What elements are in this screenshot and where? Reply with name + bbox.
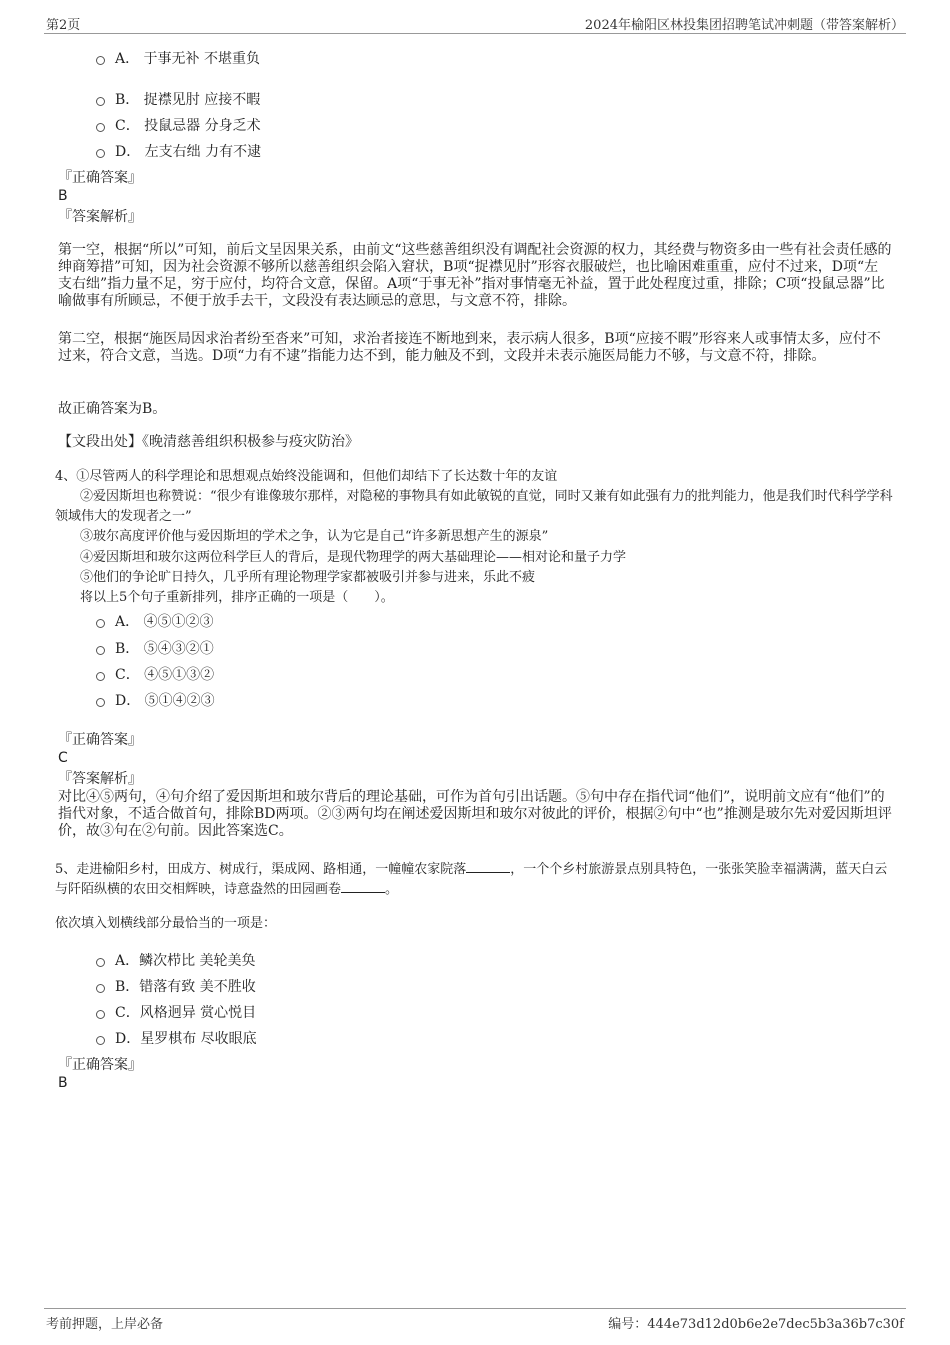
radio-icon[interactable]: [96, 123, 105, 132]
radio-icon[interactable]: [96, 619, 105, 628]
q4-answer: C: [58, 750, 68, 766]
radio-icon[interactable]: [96, 1010, 105, 1019]
q5-answer-label: 『正确答案』: [58, 1057, 142, 1073]
q4-analysis: 对比④⑤两句，④句介绍了爱因斯坦和玻尔背后的理论基础，可作为首句引出话题。⑤句中存在指代词“他们”，说明前文应有“他们”的指代对象，不适合做首句，排除BD两项。②③两句均在阐述爱因斯坦和玻尔对彼此的评价，根据②句中“也”推测是玻尔先对爱因斯坦评价，故③句在②句前。因此答案选C。: [58, 789, 892, 839]
footer-rule: [44, 1308, 906, 1309]
q4-option-a[interactable]: A． ④⑤①②③: [96, 611, 214, 631]
q3-conclusion: 故正确答案为B。: [58, 401, 167, 417]
q5-option-a[interactable]: A．鳞次栉比 美轮美奂: [96, 950, 256, 970]
radio-icon[interactable]: [96, 149, 105, 158]
q5-option-c[interactable]: C．风格迥异 赏心悦目: [96, 1002, 256, 1022]
q3-answer-label: 『正确答案』: [58, 170, 142, 186]
footer-slogan: 考前押题，上岸必备: [46, 1317, 164, 1332]
q3-answer: B: [58, 188, 68, 204]
radio-icon[interactable]: [96, 56, 105, 65]
q4-sentence-3: ③玻尔高度评价他与爱因斯坦的学术之争，认为它是自己“许多新思想产生的源泉”: [80, 529, 549, 544]
radio-icon[interactable]: [96, 958, 105, 967]
q5-stem: 5、走进榆阳乡村，田成方、树成行，渠成网、路相通，一幢幢农家院落 ，一个个乡村旅游景点别具特色，一张张笑脸幸福满满，蓝天白云与阡陌纵横的农田交相辉映，诗意盎然的田园画卷 。: [55, 862, 888, 897]
q3-option-b[interactable]: B． 捉襟见肘 应接不暇: [96, 89, 260, 109]
page-number: 第2页: [46, 18, 81, 33]
q5-prompt: 依次填入划横线部分最恰当的一项是：: [55, 916, 277, 931]
q4-option-c[interactable]: C． ④⑤①③②: [96, 664, 214, 684]
fill-blank-1[interactable]: [466, 861, 510, 873]
q3-option-a[interactable]: A． 于事无补 不堪重负: [96, 48, 260, 68]
q5-answer: B: [58, 1075, 68, 1091]
radio-icon[interactable]: [96, 672, 105, 681]
q4-sentence-2: ②爱因斯坦也称赞说：“很少有谁像玻尔那样，对隐秘的事物具有如此敏锐的直觉，同时又兼有如此强有力的批判能力，他是我们时代科学学科领域伟大的发现者之一”: [55, 489, 893, 524]
q3-option-c[interactable]: C． 投鼠忌器 分身乏术: [96, 115, 261, 135]
radio-icon[interactable]: [96, 698, 105, 707]
fill-blank-2[interactable]: [341, 881, 385, 893]
q4-sentence-1: 4、①尽管两人的科学理论和思想观点始终没能调和，但他们却结下了长达数十年的友谊: [55, 469, 558, 484]
q4-analysis-label: 『答案解析』: [58, 771, 142, 787]
q3-option-d[interactable]: D． 左支右绌 力有不逮: [96, 141, 261, 161]
q4-option-d[interactable]: D． ⑤①④②③: [96, 690, 215, 710]
q4-prompt: 将以上5个句子重新排列，排序正确的一项是（ ）。: [80, 590, 394, 605]
radio-icon[interactable]: [96, 97, 105, 106]
q4-option-b[interactable]: B． ⑤④③②①: [96, 638, 214, 658]
q3-source: 【文段出处】《晚清慈善组织积极参与疫灾防治》: [58, 434, 359, 450]
q5-option-b[interactable]: B．错落有致 美不胜收: [96, 976, 256, 996]
radio-icon[interactable]: [96, 1036, 105, 1045]
q3-analysis-paragraph-1: 第一空，根据“所以”可知，前后文呈因果关系，由前文“这些慈善组织没有调配社会资源的权力，其经费与物资多由一些有社会责任感的绅商筹措”可知，因为社会资源不够所以慈善组织会陷入窘状，B项“捉襟见肘”形容衣服破烂，也比喻困难重重，应付不过来，D项“左支右绌”指力量不足，穷于应付，均符合文意，保留。A项“于事无补”指对事情毫无补益，置于此处程度过重，排除；C项“投鼠忌器”比喻做事有所顾忌，不便于放手去干，文段没有表达顾忌的意思，与文意不符，排除。: [58, 242, 892, 309]
radio-icon[interactable]: [96, 984, 105, 993]
q3-analysis-paragraph-2: 第二空，根据“施医局因求治者纷至沓来”可知，求治者接连不断地到来，表示病人很多，B项“应接不暇”形容来人或事情太多，应付不过来，符合文意，当选。D项“力有不逮”指能力达不到，能力触及不到，文段并未表示施医局能力不够，与文意不符，排除。: [58, 331, 881, 364]
q4-sentence-5: ⑤他们的争论旷日持久，几乎所有理论物理学家都被吸引并参与进来，乐此不疲: [80, 570, 536, 585]
radio-icon[interactable]: [96, 646, 105, 655]
document-title: 2024年榆阳区林投集团招聘笔试冲刺题（带答案解析）: [584, 18, 904, 33]
q4-answer-label: 『正确答案』: [58, 732, 142, 748]
footer-serial: 编号：444e73d12d0b6e2e7dec5b3a36b7c30f: [608, 1317, 904, 1332]
q3-analysis-label: 『答案解析』: [58, 209, 142, 225]
q5-option-d[interactable]: D．星罗棋布 尽收眼底: [96, 1028, 257, 1048]
header-rule: [44, 33, 906, 34]
q4-sentence-4: ④爱因斯坦和玻尔这两位科学巨人的背后，是现代物理学的两大基础理论——相对论和量子力学: [80, 550, 627, 565]
